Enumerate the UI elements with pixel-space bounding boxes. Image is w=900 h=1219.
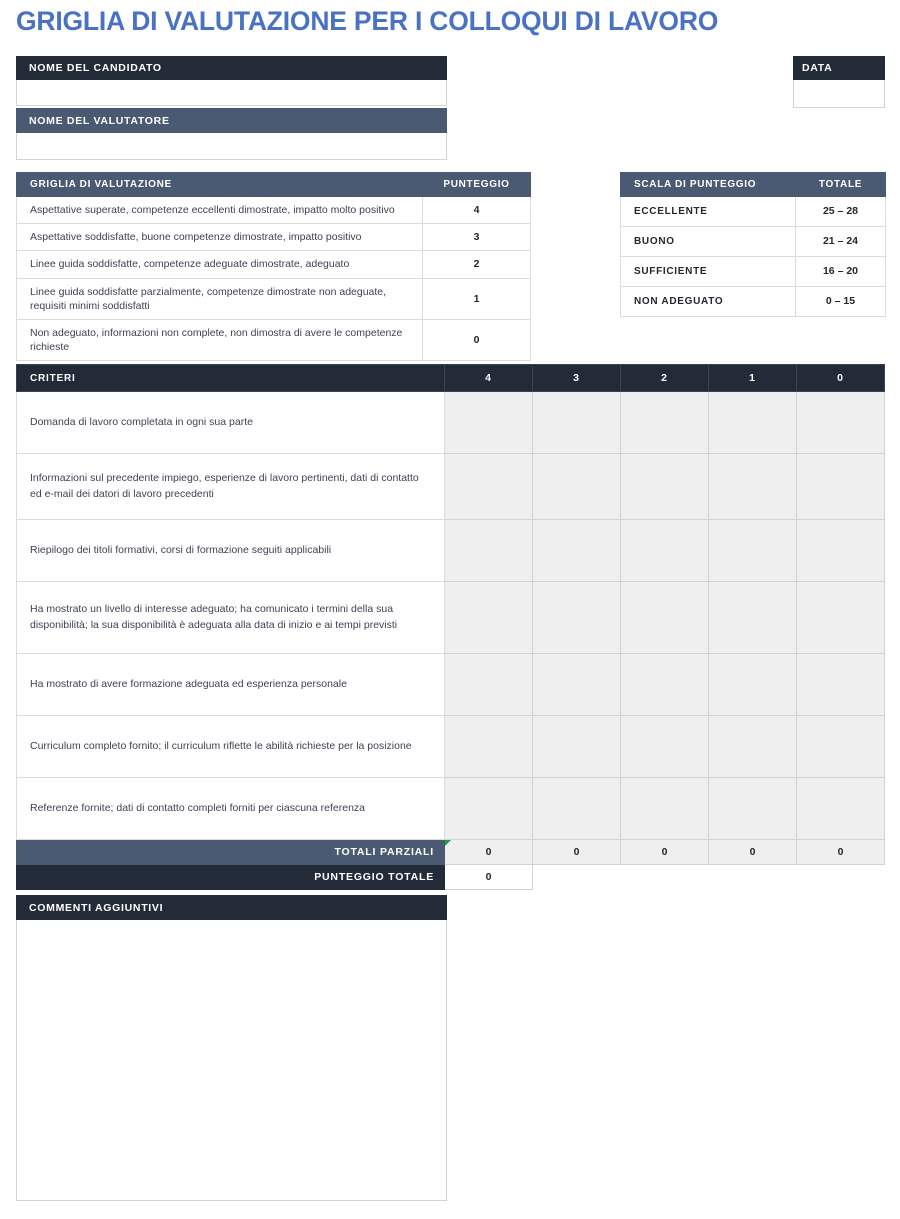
rubric-score: 3 [423,224,531,251]
criteria-score-cell-0[interactable] [797,520,885,582]
total-row-empty-cell [621,865,709,890]
criteria-score-cell-1[interactable] [709,716,797,778]
rubric-header-description: GRIGLIA DI VALUTAZIONE [17,173,423,197]
scale-label: BUONO [621,227,796,257]
criteria-row [17,520,885,582]
total-row-empty-cell [533,865,621,890]
criteria-score-cell-4[interactable] [445,654,533,716]
criteria-score-cell-3[interactable] [533,454,621,520]
criteria-row [17,654,885,716]
scale-header-row [621,173,886,197]
scale-label: SUFFICIENTE [621,257,796,287]
scale-row [621,227,886,257]
evaluator-name-header: NOME DEL VALUTATORE [16,108,447,133]
scale-range: 0 – 15 [796,287,886,317]
candidate-name-field[interactable] [16,80,447,106]
date-header: DATA [793,56,885,80]
rubric-table [16,172,531,361]
criteria-row [17,716,885,778]
criteria-row [17,392,885,454]
criteria-description: Riepilogo dei titoli formativi, corsi di formazione seguiti applicabili [17,520,445,582]
criteria-score-cell-2[interactable] [621,520,709,582]
scale-label: NON ADEGUATO [621,287,796,317]
criteria-score-cell-3[interactable] [533,582,621,654]
scale-range: 25 – 28 [796,197,886,227]
criteria-score-cell-0[interactable] [797,716,885,778]
criteria-score-column-header-1: 1 [709,365,797,392]
comments-header: COMMENTI AGGIUNTIVI [16,895,447,920]
criteria-score-cell-2[interactable] [621,454,709,520]
scale-header-label: SCALA DI PUNTEGGIO [621,173,796,197]
rubric-score: 2 [423,251,531,278]
total-label: PUNTEGGIO TOTALE [17,865,445,890]
subtotal-value-1: 0 [709,840,797,865]
criteria-row [17,778,885,840]
rubric-description: Linee guida soddisfatte parzialmente, competenze dimostrate non adeguate, requisiti minimi soddisfatti [17,278,423,319]
criteria-score-cell-2[interactable] [621,582,709,654]
rubric-header-score: PUNTEGGIO [423,173,531,197]
rubric-description: Aspettative soddisfatte, buone competenze dimostrate, impatto positivo [17,224,423,251]
rubric-row [17,197,531,224]
scale-range: 16 – 20 [796,257,886,287]
criteria-score-column-header-2: 2 [621,365,709,392]
criteria-row [17,582,885,654]
criteria-score-cell-2[interactable] [621,778,709,840]
subtotal-value-2: 0 [621,840,709,865]
rubric-score: 1 [423,278,531,319]
scale-row [621,287,886,317]
criteria-score-cell-0[interactable] [797,392,885,454]
comment-indicator-icon [445,840,451,846]
criteria-score-cell-0[interactable] [797,778,885,840]
evaluator-name-field[interactable] [16,133,447,160]
rubric-description: Linee guida soddisfatte, competenze adeguate dimostrate, adeguato [17,251,423,278]
criteria-score-cell-1[interactable] [709,392,797,454]
criteria-score-cell-4[interactable] [445,520,533,582]
page-title: GRIGLIA DI VALUTAZIONE PER I COLLOQUI DI LAVORO [16,6,719,36]
scale-row [621,197,886,227]
criteria-score-cell-1[interactable] [709,582,797,654]
criteria-score-cell-0[interactable] [797,582,885,654]
criteria-score-cell-3[interactable] [533,778,621,840]
rubric-description: Non adeguato, informazioni non complete, non dimostra di avere le competenze richieste [17,319,423,360]
criteria-score-column-header-0: 0 [797,365,885,392]
subtotal-value-4: 0 [445,840,533,865]
criteria-score-cell-2[interactable] [621,654,709,716]
rubric-header-row [17,173,531,197]
subtotal-value-0: 0 [797,840,885,865]
criteria-score-cell-3[interactable] [533,392,621,454]
criteria-header-row [17,365,885,392]
criteria-score-cell-1[interactable] [709,454,797,520]
total-value: 0 [445,865,533,890]
candidate-name-header: NOME DEL CANDIDATO [16,56,447,80]
rubric-row [17,224,531,251]
comments-textarea[interactable] [16,920,447,1201]
total-row [17,865,885,890]
criteria-score-cell-3[interactable] [533,716,621,778]
subtotals-label: TOTALI PARZIALI [17,840,445,865]
rubric-row [17,278,531,319]
subtotal-value-3: 0 [533,840,621,865]
scale-label: ECCELLENTE [621,197,796,227]
criteria-score-cell-1[interactable] [709,654,797,716]
total-row-empty-cell [709,865,797,890]
criteria-score-cell-0[interactable] [797,654,885,716]
criteria-description: Domanda di lavoro completata in ogni sua parte [17,392,445,454]
scale-row [621,257,886,287]
criteria-score-cell-4[interactable] [445,582,533,654]
subtotals-row [17,840,885,865]
rubric-score: 0 [423,319,531,360]
criteria-score-cell-4[interactable] [445,778,533,840]
criteria-row [17,454,885,520]
scale-header-total: TOTALE [796,173,886,197]
criteria-description: Referenze fornite; dati di contatto completi forniti per ciascuna referenza [17,778,445,840]
criteria-description: Ha mostrato un livello di interesse adeguato; ha comunicato i termini della sua disponibilità; la sua disponibilità è adeguata alla data di inizio e ai tempi previsti [17,582,445,654]
criteria-score-cell-2[interactable] [621,716,709,778]
criteria-score-column-header-3: 3 [533,365,621,392]
criteria-score-cell-4[interactable] [445,454,533,520]
rubric-description: Aspettative superate, competenze eccellenti dimostrate, impatto molto positivo [17,197,423,224]
criteria-score-cell-4[interactable] [445,716,533,778]
scale-range: 21 – 24 [796,227,886,257]
criteria-header-label: CRITERI [17,365,445,392]
criteria-scoring-table [16,364,885,890]
criteria-score-cell-3[interactable] [533,520,621,582]
criteria-score-cell-0[interactable] [797,454,885,520]
criteria-score-cell-2[interactable] [621,392,709,454]
criteria-score-cell-4[interactable] [445,392,533,454]
rubric-row [17,251,531,278]
date-field[interactable] [793,80,885,108]
criteria-description: Ha mostrato di avere formazione adeguata ed esperienza personale [17,654,445,716]
criteria-description: Curriculum completo fornito; il curriculum riflette le abilità richieste per la posizione [17,716,445,778]
criteria-score-cell-3[interactable] [533,654,621,716]
criteria-description: Informazioni sul precedente impiego, esperienze di lavoro pertinenti, dati di contatto ed e-mail dei datori di lavoro precedenti [17,454,445,520]
total-row-empty-cell [797,865,885,890]
rubric-score: 4 [423,197,531,224]
criteria-score-column-header-4: 4 [445,365,533,392]
criteria-score-cell-1[interactable] [709,520,797,582]
criteria-score-cell-1[interactable] [709,778,797,840]
rubric-row [17,319,531,360]
scoring-scale-table [620,172,886,317]
